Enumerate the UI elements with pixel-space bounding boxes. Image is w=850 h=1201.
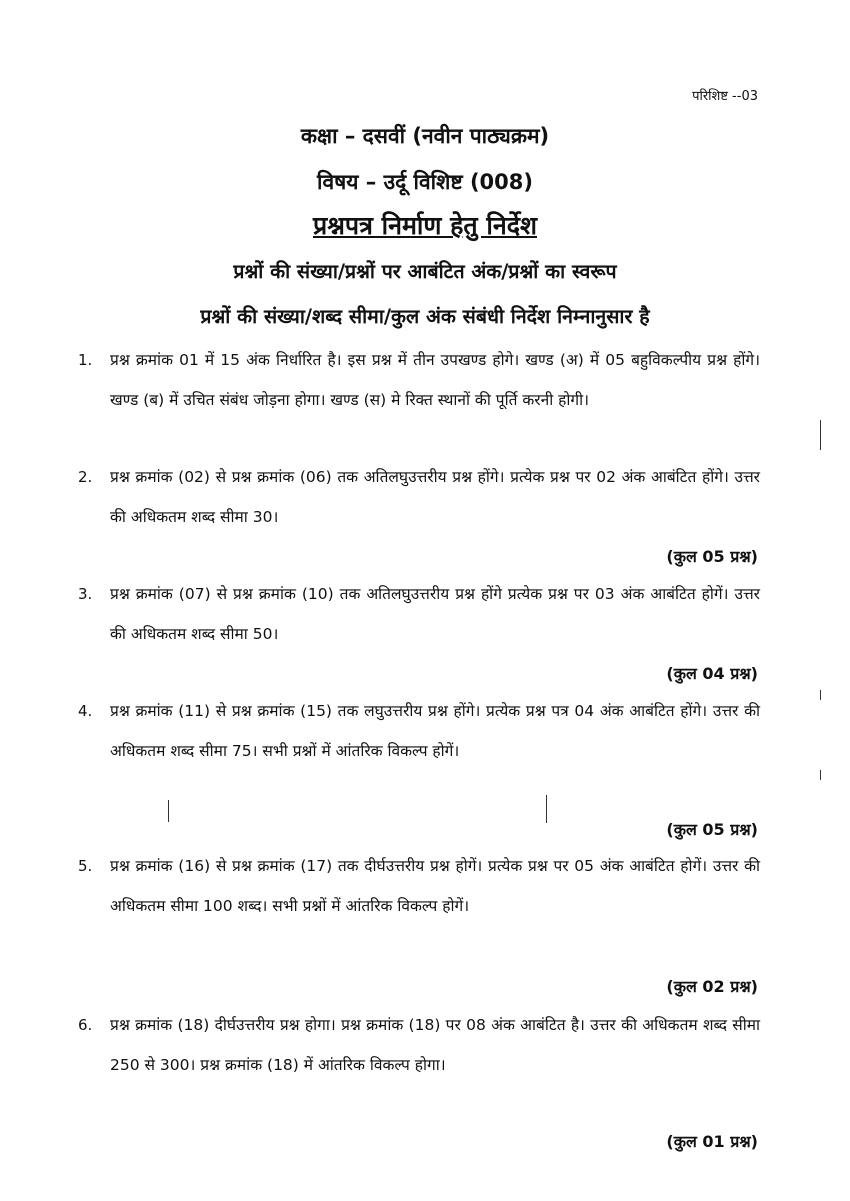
instruction-item bbox=[78, 340, 760, 420]
item-total: (कुल 05 प्रश्न) bbox=[666, 547, 758, 566]
scan-mark bbox=[546, 795, 547, 823]
scan-mark bbox=[820, 770, 821, 780]
appendix-label: परिशिष्ट --03 bbox=[692, 89, 758, 104]
class-heading: कक्षा – दसवीं (नवीन पाठ्यक्रम) bbox=[300, 124, 550, 148]
item-number: 1. bbox=[78, 351, 93, 369]
scan-mark bbox=[168, 800, 169, 822]
instruction-item bbox=[78, 691, 760, 771]
subtitle-instructions: प्रश्नों की संख्या/शब्द सीमा/कुल अंक संबंधी निर्देश निम्नानुसार है bbox=[200, 305, 650, 328]
item-number: 4. bbox=[78, 702, 93, 720]
item-total: (कुल 04 प्रश्न) bbox=[666, 664, 758, 683]
item-text: प्रश्न क्रमांक (16) से प्रश्न क्रमांक (17) तक दीर्घउत्तरीय प्रश्न होगें। प्रत्येक प्रश्न पर 05 अंक आबंटित होगें। उत्तर की अधिकतम सीमा 100 शब्द। सभी प्रश्नों में आंतरिक विकल्प होगें। bbox=[110, 857, 760, 915]
item-number: 3. bbox=[78, 585, 93, 603]
item-text: प्रश्न क्रमांक (18) दीर्घउत्तरीय प्रश्न होगा। प्रश्न क्रमांक (18) पर 08 अंक आबंटित है। उत्तर की अधिकतम शब्द सीमा 250 से 300। प्रश्न क्रमांक (18) में आंतरिक विकल्प होगा। bbox=[110, 1016, 760, 1074]
instruction-item bbox=[78, 1005, 760, 1085]
scan-mark bbox=[820, 420, 821, 450]
page-title: प्रश्नपत्र निर्माण हेतु निर्देश bbox=[312, 211, 537, 240]
instruction-item bbox=[78, 574, 760, 654]
item-total: (कुल 05 प्रश्न) bbox=[666, 820, 758, 839]
item-text: प्रश्न क्रमांक (07) से प्रश्न क्रमांक (10) तक अतिलघुउत्तरीय प्रश्न होंगे प्रत्येक प्रश्न पर 03 अंक आबंटित होगें। उत्तर की अधिकतम शब्द सीमा 50। bbox=[110, 585, 760, 643]
item-number: 2. bbox=[78, 468, 93, 486]
instruction-item bbox=[78, 846, 760, 926]
item-text: प्रश्न क्रमांक (11) से प्रश्न क्रमांक (15) तक लघुउत्तरीय प्रश्न होंगे। प्रत्येक प्रश्न पत्र 04 अंक आबंटित होंगे। उत्तर की अधिकतम शब्द सीमा 75। सभी प्रश्नों में आंतरिक विकल्प होगें। bbox=[110, 702, 760, 760]
subtitle-question-format: प्रश्नों की संख्या/प्रश्नों पर आबंटित अंक/प्रश्नों का स्वरूप bbox=[233, 260, 617, 283]
item-total: (कुल 02 प्रश्न) bbox=[666, 977, 758, 996]
scan-mark bbox=[820, 690, 821, 700]
item-number: 5. bbox=[78, 857, 93, 875]
item-total: (कुल 01 प्रश्न) bbox=[666, 1132, 758, 1151]
item-text: प्रश्न क्रमांक 01 में 15 अंक निर्धारित है। इस प्रश्न में तीन उपखण्ड होगे। खण्ड (अ) में 05 बहुविकल्पीय प्रश्न होंगे। खण्ड (ब) में उचित संबंध जोड़ना होगा। खण्ड (स) मे रिक्त स्थानों की पूर्ति करनी होगी। bbox=[110, 351, 760, 409]
item-text: प्रश्न क्रमांक (02) से प्रश्न क्रमांक (06) तक अतिलघुउत्तरीय प्रश्न होंगे। प्रत्येक प्रश्न पर 02 अंक आबंटित होंगे। उत्तर की अधिकतम शब्द सीमा 30। bbox=[110, 468, 760, 526]
subject-heading: विषय – उर्दू विशिष्ट (008) bbox=[317, 170, 533, 194]
item-number: 6. bbox=[78, 1016, 93, 1034]
instruction-item bbox=[78, 457, 760, 537]
